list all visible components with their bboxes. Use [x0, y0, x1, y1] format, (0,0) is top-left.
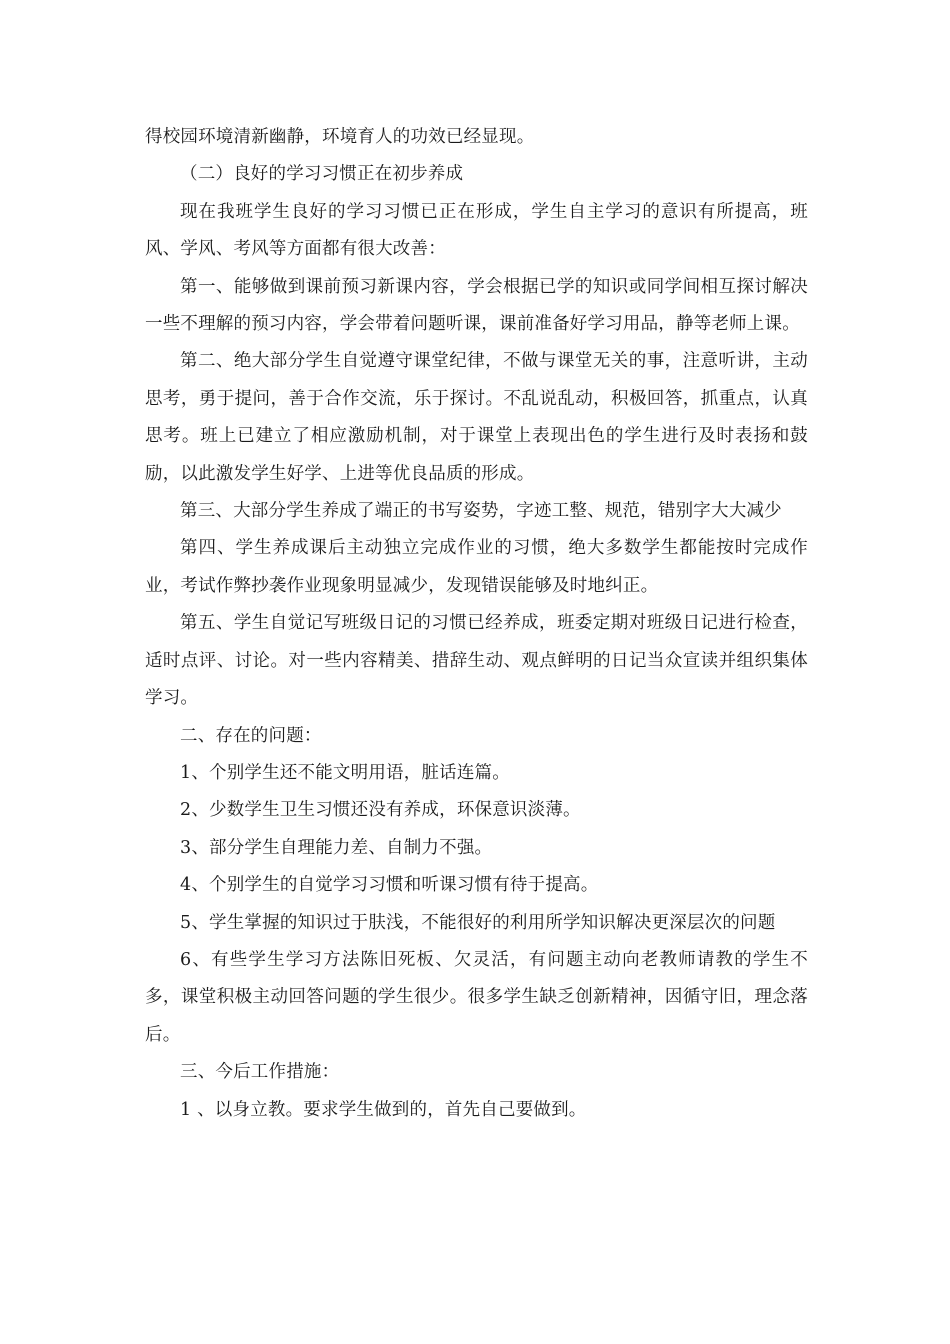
- list-item: 2、少数学生卫生习惯还没有养成，环保意识淡薄。: [180, 800, 581, 821]
- list-item: 6、有些学生学习方法陈旧死板、欠灵活，有问题主动向老教师请教的学生不多，课堂积极主动回答问题的学生很少。很多学生缺乏创新精神，因循守旧，理念落后。: [145, 949, 808, 1045]
- heading-problems: 二、存在的问题：: [180, 725, 322, 746]
- paragraph-second: 第二、绝大部分学生自觉遵守课堂纪律，不做与课堂无关的事，注意听讲，主动思考，勇于提问，善于合作交流，乐于探讨。不乱说乱动，积极回答，抓重点，认真思考。班上已建立了相应激励机制，对于课堂上表现出色的学生进行及时表扬和鼓励，以此激发学生好学、上进等优良品质的形成。: [145, 351, 808, 484]
- list-item: 1、个别学生还不能文明用语，脏话连篇。: [180, 762, 510, 783]
- paragraph-intro: 现在我班学生良好的学习习惯已正在形成，学生自主学习的意识有所提高，班风、学风、考风等方面都有很大改善：: [145, 201, 808, 260]
- list-item: 3、部分学生自理能力差、自制力不强。: [180, 837, 493, 858]
- list-item: 4、个别学生的自觉学习习惯和听课习惯有待于提高。: [180, 875, 599, 896]
- list-item: 5、学生掌握的知识过于肤浅，不能很好的利用所学知识解决更深层次的问题: [180, 912, 776, 933]
- paragraph-third: 第三、大部分学生养成了端正的书写姿势，字迹工整、规范，错别字大大减少: [180, 501, 782, 522]
- list-item: 1 、以身立教。要求学生做到的，首先自己要做到。: [180, 1099, 587, 1120]
- paragraph-fifth: 第五、学生自觉记写班级日记的习惯已经养成，班委定期对班级日记进行检查，适时点评、讨论。对一些内容精美、措辞生动、观点鲜明的日记当众宣读并组织集体学习。: [145, 613, 808, 709]
- subheading-study-habits: （二）良好的学习习惯正在初步养成: [180, 164, 464, 185]
- paragraph-fourth: 第四、学生养成课后主动独立完成作业的习惯，绝大多数学生都能按时完成作业，考试作弊抄袭作业现象明显减少，发现错误能够及时地纠正。: [145, 538, 808, 596]
- heading-measures: 三、今后工作措施：: [180, 1062, 340, 1083]
- document-body: [145, 119, 808, 1129]
- paragraph-first: 第一、能够做到课前预习新课内容，学会根据已学的知识或同学间相互探讨解决一些不理解的预习内容，学会带着问题听课，课前准备好学习用品，静等老师上课。: [145, 276, 808, 335]
- paragraph-continuation: 得校园环境清新幽静，环境育人的功效已经显现。: [145, 127, 535, 147]
